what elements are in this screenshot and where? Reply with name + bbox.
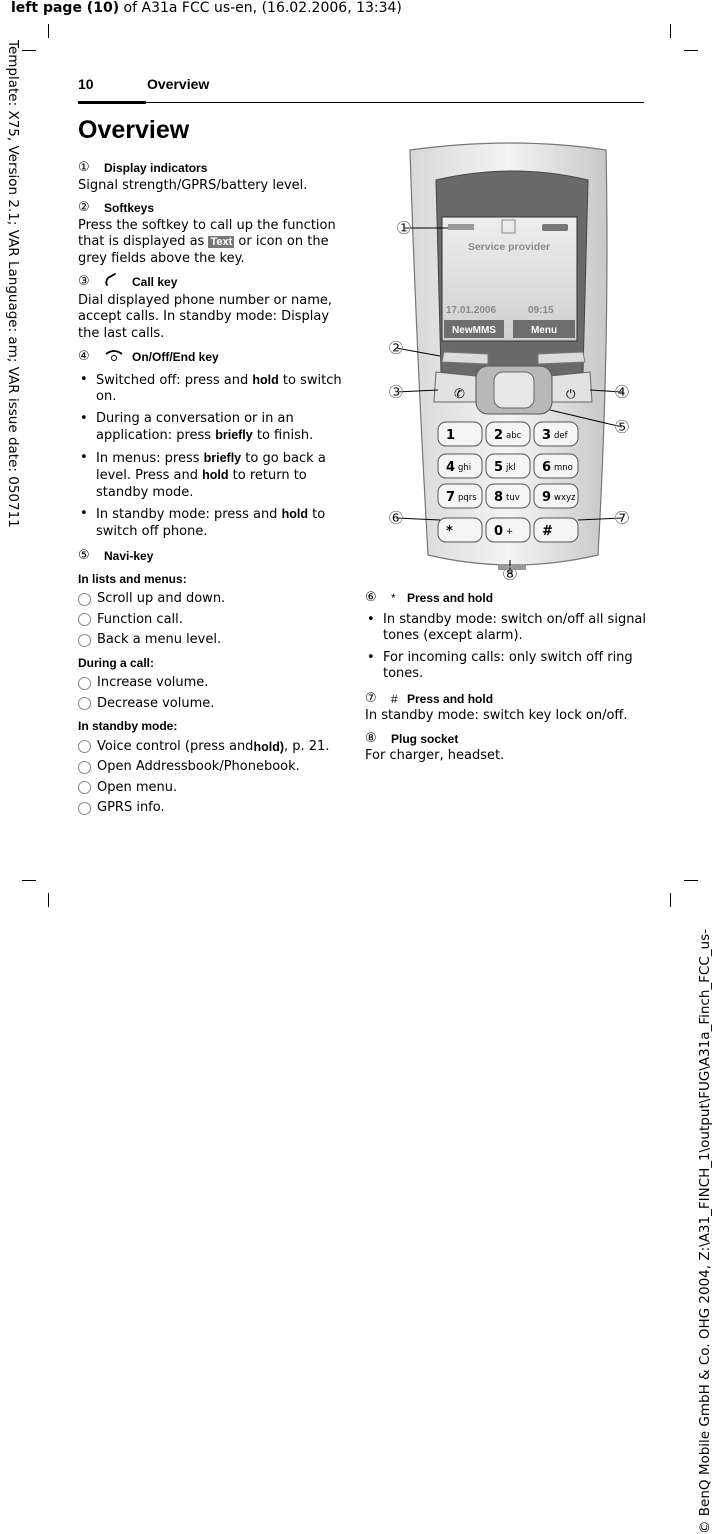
keypad-key-letters: mno [554, 463, 573, 473]
running-header [78, 76, 644, 103]
keypad-key-letters: + [506, 527, 514, 537]
callout-number: ⑦ [613, 508, 631, 529]
navi-line: Voice control (press and hold) , p. 21. [78, 739, 346, 756]
copyright-info: © BenQ Mobile GmbH & Co. OHG 2004, Z:\A31_FINCH_1\output\FUG\A31a_Finch_FCC_us- [697, 929, 713, 1534]
item-3-text: Dial displayed phone number or name, accept calls. In standby mode: Display the last calls. [78, 292, 332, 341]
keypad-key-digit: 1 [446, 428, 456, 443]
hash-key-icon: # [391, 691, 398, 706]
item-2-heading: ② Softkeys [78, 200, 155, 215]
keypad-key-digit: 0 [494, 524, 504, 539]
navi-up-icon [78, 740, 91, 753]
keypad-key-letters: tuv [506, 493, 520, 503]
item-1-heading: ① Display indicators [78, 160, 208, 175]
callout-number: ② [387, 338, 405, 359]
list-item: • For incoming calls: only switch off ring tones. [365, 650, 650, 683]
list-item: • During a conversation or in an application: press briefly to finish. [78, 411, 346, 445]
keypad-key [438, 518, 482, 542]
navi-line: Decrease volume. [78, 696, 346, 713]
navi-right-icon [78, 613, 91, 626]
keypad-key-letters: def [554, 431, 568, 441]
keypad-key-digit: 7 [446, 490, 456, 505]
callout-number: ③ [387, 382, 405, 403]
left-column [78, 160, 346, 817]
navi-standby-heading: In standby mode: [78, 719, 178, 733]
right-column [365, 590, 650, 765]
navi-down-icon [78, 761, 91, 774]
callout-number: ⑥ [387, 508, 405, 529]
item-7-text: In standby mode: switch key lock on/off. [365, 708, 628, 723]
navi-line: Open Addressbook/Phonebook. [78, 759, 346, 776]
item-3-heading: ③ Call key [78, 273, 346, 292]
keypad-key-digit: 5 [494, 460, 504, 475]
keypad-key-digit: 3 [542, 428, 552, 443]
crop-mark [670, 24, 671, 38]
item-8-heading: ⑧ Plug socket [365, 730, 459, 746]
navi-right-icon [78, 781, 91, 794]
page-title: Overview [78, 116, 190, 144]
crop-mark [684, 880, 698, 881]
callout-number: ① [395, 218, 413, 239]
call-key-icon [104, 273, 132, 292]
navi-up-icon [78, 677, 91, 690]
list-item: • In menus: press briefly to go back a level. Press and hold to return to standby mode. [78, 450, 346, 502]
print-header-page: left page (10) [11, 0, 120, 16]
signal-indicator [448, 224, 474, 230]
navi-key-center [494, 372, 534, 408]
template-info: Template: X75, Version 2.1; VAR Language: am; VAR issue date: 050711 [5, 40, 21, 528]
screen-provider: Service provider [467, 241, 551, 253]
navi-line: Increase volume. [78, 675, 346, 692]
navi-left-icon [78, 634, 91, 647]
inline-softkey-label: Text [210, 236, 233, 248]
phone-illustration [378, 140, 648, 585]
call-icon: ✆ [454, 387, 465, 402]
callout-number: ④ [613, 382, 631, 403]
item-6-heading: ⑥ * Press and hold [365, 590, 494, 605]
keypad-key [534, 518, 578, 542]
keypad-key-digit: * [446, 524, 453, 539]
end-icon: ⏻ [566, 387, 576, 401]
callout-number: ⑤ [613, 417, 631, 438]
list-item: • In standby mode: switch on/off all signal tones (except alarm). [365, 612, 650, 645]
screen-time: 09:15 [528, 305, 554, 316]
crop-mark [684, 50, 698, 51]
keypad-key-digit: 8 [494, 490, 504, 505]
softkey-left-label: NewMMS [452, 325, 496, 336]
keypad-key-letters: abc [506, 431, 522, 441]
navi-line: Function call. [78, 612, 346, 629]
keypad-key-digit: 9 [542, 490, 552, 505]
navi-lists-heading: In lists and menus: [78, 571, 187, 586]
item-8-text: For charger, headset. [365, 748, 505, 763]
item-5-heading: ⑤ Navi-key [78, 548, 154, 563]
end-key-icon [104, 348, 132, 367]
navi-call-heading: During a call: [78, 655, 155, 670]
item-1-text: Signal strength/GPRS/battery level. [78, 177, 308, 193]
crop-mark [22, 50, 36, 51]
keypad-key-letters: pqrs [458, 493, 477, 503]
print-header-info: of A31a FCC us-en, (16.02.2006, 13:34) [119, 0, 402, 16]
navi-line: Open menu. [78, 780, 346, 797]
list-item: • In standby mode: press and hold to switch off phone. [78, 506, 346, 540]
crop-mark [48, 893, 49, 907]
star-key-icon: * [391, 591, 396, 605]
softkey-right-label: Menu [530, 325, 558, 336]
onoff-list [78, 372, 346, 541]
keypad-key-letters: ghi [458, 463, 472, 473]
keypad-key-letters: jkl [506, 463, 516, 473]
screen-date: 17.01.2006 [446, 305, 497, 316]
callout-number: ⑧ [501, 564, 519, 585]
print-header [11, 0, 402, 16]
page-number: 10 [78, 76, 94, 92]
keypad-key [438, 422, 482, 446]
keypad-key-digit: 4 [446, 460, 456, 475]
crop-mark [670, 893, 671, 907]
section-title: Overview [147, 76, 210, 92]
header-bar [78, 101, 146, 104]
item-2-text: Press the softkey to call up the function that is displayed as Text or icon on the grey fields above the key. [78, 217, 336, 266]
navi-line: Scroll up and down. [78, 591, 346, 608]
navi-down-icon [78, 697, 91, 710]
item-4-heading: ④ On/Off/End key [78, 348, 346, 367]
keypad-key-letters: wxyz [554, 493, 576, 503]
item-7-heading: ⑦ # Press and hold [365, 690, 494, 706]
keypad-key-digit: # [542, 524, 553, 539]
navi-line: GPRS info. [78, 800, 346, 817]
navi-line: Back a menu level. [78, 632, 346, 649]
softkey-left [442, 352, 488, 364]
battery-indicator [542, 224, 568, 231]
crop-mark [48, 24, 49, 38]
navi-updown-icon [78, 593, 91, 606]
navi-left-icon [78, 802, 91, 815]
keypad-key-digit: 2 [494, 428, 504, 443]
softkey-right [538, 352, 585, 364]
crop-mark [22, 880, 36, 881]
list-item: • Switched off: press and hold to switch on. [78, 372, 346, 406]
star-list [365, 612, 650, 683]
keypad-key-digit: 6 [542, 460, 552, 475]
